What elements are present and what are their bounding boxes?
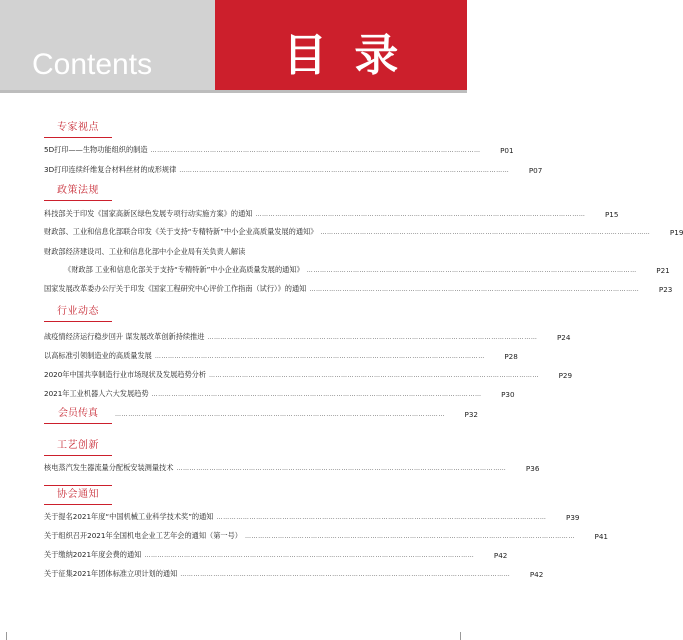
- section-title-text: 工艺创新: [57, 440, 99, 451]
- section-title: [44, 436, 112, 456]
- entry-title: 2020年中国共享制造行业市场现状及发展趋势分析: [44, 370, 207, 379]
- entry-page: P42: [529, 569, 544, 579]
- entry-page: P23: [658, 284, 673, 294]
- leader-dots: ……………………………………………………………………………………………………………………………………: [207, 333, 538, 341]
- entry-page: P36: [525, 463, 540, 473]
- leader-dots: ……………………………………………………………………………………………………………………………………: [306, 266, 637, 274]
- leader-dots: ……………………………………………………………………………………………………………………………………: [255, 210, 586, 218]
- section-title-text: 专家视点: [57, 122, 99, 133]
- contents-english-title: Contents: [32, 48, 153, 81]
- toc-entry[interactable]: [44, 282, 673, 296]
- entry-page: P32: [464, 409, 478, 419]
- entry-page: P19: [669, 227, 683, 237]
- toc-entry[interactable]: [44, 567, 544, 581]
- toc-entry[interactable]: [44, 263, 670, 277]
- entry-title: 5D打印——生物功能组织的制造: [44, 145, 148, 154]
- section-title: [44, 302, 112, 322]
- header-divider: [0, 90, 467, 93]
- toc-entry[interactable]: [44, 529, 608, 543]
- entry-title: 财政部经济建设司、工业和信息化部中小企业局有关负责人解读: [44, 247, 246, 256]
- toc-entry[interactable]: [44, 330, 571, 344]
- toc-entry[interactable]: [44, 387, 515, 401]
- section-underline: [44, 321, 112, 322]
- section-overline: [44, 485, 112, 486]
- entry-page: P39: [566, 512, 580, 522]
- section-title: [44, 181, 112, 201]
- toc-entry[interactable]: [44, 349, 518, 363]
- entry-title: 《财政部 工业和信息化部关于支持“专精特新”中小企业高质量发展的通知》: [64, 265, 304, 274]
- entry-title: 关于缴纳2021年度会费的通知: [44, 550, 142, 559]
- section-underline: [44, 455, 112, 456]
- contents-chinese-title: 目 录: [283, 30, 405, 81]
- leader-dots: ……………………………………………………………………………………………………………………………………: [150, 146, 481, 154]
- toc-entry[interactable]: [44, 225, 683, 239]
- leader-dots: ……………………………………………………………………………………………………………………………………: [179, 166, 510, 174]
- entry-title: 关于征集2021年团体标准立项计划的通知: [44, 569, 178, 578]
- entry-title: 战疫情经济运行稳步回升 谋发展改革创新持续推进: [44, 332, 205, 341]
- entry-title: 财政部、工业和信息化部联合印发《关于支持“专精特新”中小企业高质量发展的通知》: [44, 227, 318, 236]
- leader-dots: ……………………………………………………………………………………………………………………………………: [151, 390, 482, 398]
- entry-page: P41: [594, 531, 608, 541]
- leader-dots: ……………………………………………………………………………………………………………………………………: [180, 570, 511, 578]
- section-title-text: 会员传真: [58, 408, 98, 419]
- header-gray-panel: [0, 0, 215, 90]
- leader-dots: ……………………………………………………………………………………………………………………………………: [309, 285, 640, 293]
- toc-entry[interactable]: [44, 245, 424, 259]
- section-underline: [44, 504, 112, 505]
- leader-dots: ……………………………………………………………………………………………………………………………………: [176, 464, 507, 472]
- toc-entry[interactable]: [44, 143, 514, 157]
- toc-entry[interactable]: [44, 548, 508, 562]
- entry-page: P29: [558, 370, 573, 380]
- section-title: [44, 118, 112, 138]
- section-title: [44, 485, 112, 505]
- entry-title: 核电蒸汽发生器流量分配板安装测量技术: [44, 463, 174, 472]
- entry-title: 科技部关于印发《国家高新区绿色发展专项行动实施方案》的通知: [44, 209, 253, 218]
- section-underline: [44, 423, 112, 424]
- section-title-text: 政策法规: [57, 185, 99, 196]
- toc-entry[interactable]: [44, 368, 573, 382]
- crop-mark: [460, 632, 461, 640]
- entry-page: P21: [656, 265, 670, 275]
- section-title-text: 行业动态: [57, 306, 99, 317]
- section-title-text: 协会通知: [57, 489, 99, 500]
- leader-dots: ……………………………………………………………………………………………………………………………………: [144, 551, 475, 559]
- entry-page: P30: [501, 389, 515, 399]
- section-underline: [44, 200, 112, 201]
- entry-title: 以高标准引领制造业的高质量发展: [44, 351, 152, 360]
- toc-entry[interactable]: [44, 461, 540, 475]
- entry-page: P07: [528, 165, 543, 175]
- toc-entry[interactable]: [44, 207, 619, 221]
- leader-dots: ……………………………………………………………………………………………………………………………………: [154, 352, 485, 360]
- entry-title: 国家发展改革委办公厅关于印发《国家工程研究中心评价工作指南（试行）》的通知: [44, 284, 307, 293]
- entry-page: P24: [556, 332, 571, 342]
- entry-page: P01: [500, 145, 514, 155]
- toc-entry[interactable]: [44, 407, 478, 421]
- entry-title: 关于组织召开2021年全国机电企业工艺年会的通知（第一号）: [44, 531, 242, 540]
- toc-entry[interactable]: [44, 510, 580, 524]
- entry-title: 3D打印连续纤维复合材料丝材的成形规律: [44, 165, 177, 174]
- leader-dots: ……………………………………………………………………………………………………………………………………: [209, 371, 540, 379]
- entry-title: 关于提名2021年度“中国机械工业科学技术奖”的通知: [44, 512, 214, 521]
- section-underline: [44, 137, 112, 138]
- section-title: [44, 404, 112, 424]
- crop-mark: [6, 632, 7, 640]
- leader-dots: ……………………………………………………………………………………………………………………………………: [216, 513, 547, 521]
- leader-dots: ……………………………………………………………………………………………………………………………………: [244, 532, 575, 540]
- leader-dots: ……………………………………………………………………………………………………………………………………: [320, 228, 651, 236]
- entry-page: P15: [604, 209, 619, 219]
- toc-entry[interactable]: [44, 163, 543, 177]
- entry-page: P42: [493, 550, 508, 560]
- entry-title: 2021年工业机器人六大发展趋势: [44, 389, 149, 398]
- entry-page: P28: [504, 351, 518, 361]
- leader-dots: ……………………………………………………………………………………………………………………………………: [115, 410, 445, 418]
